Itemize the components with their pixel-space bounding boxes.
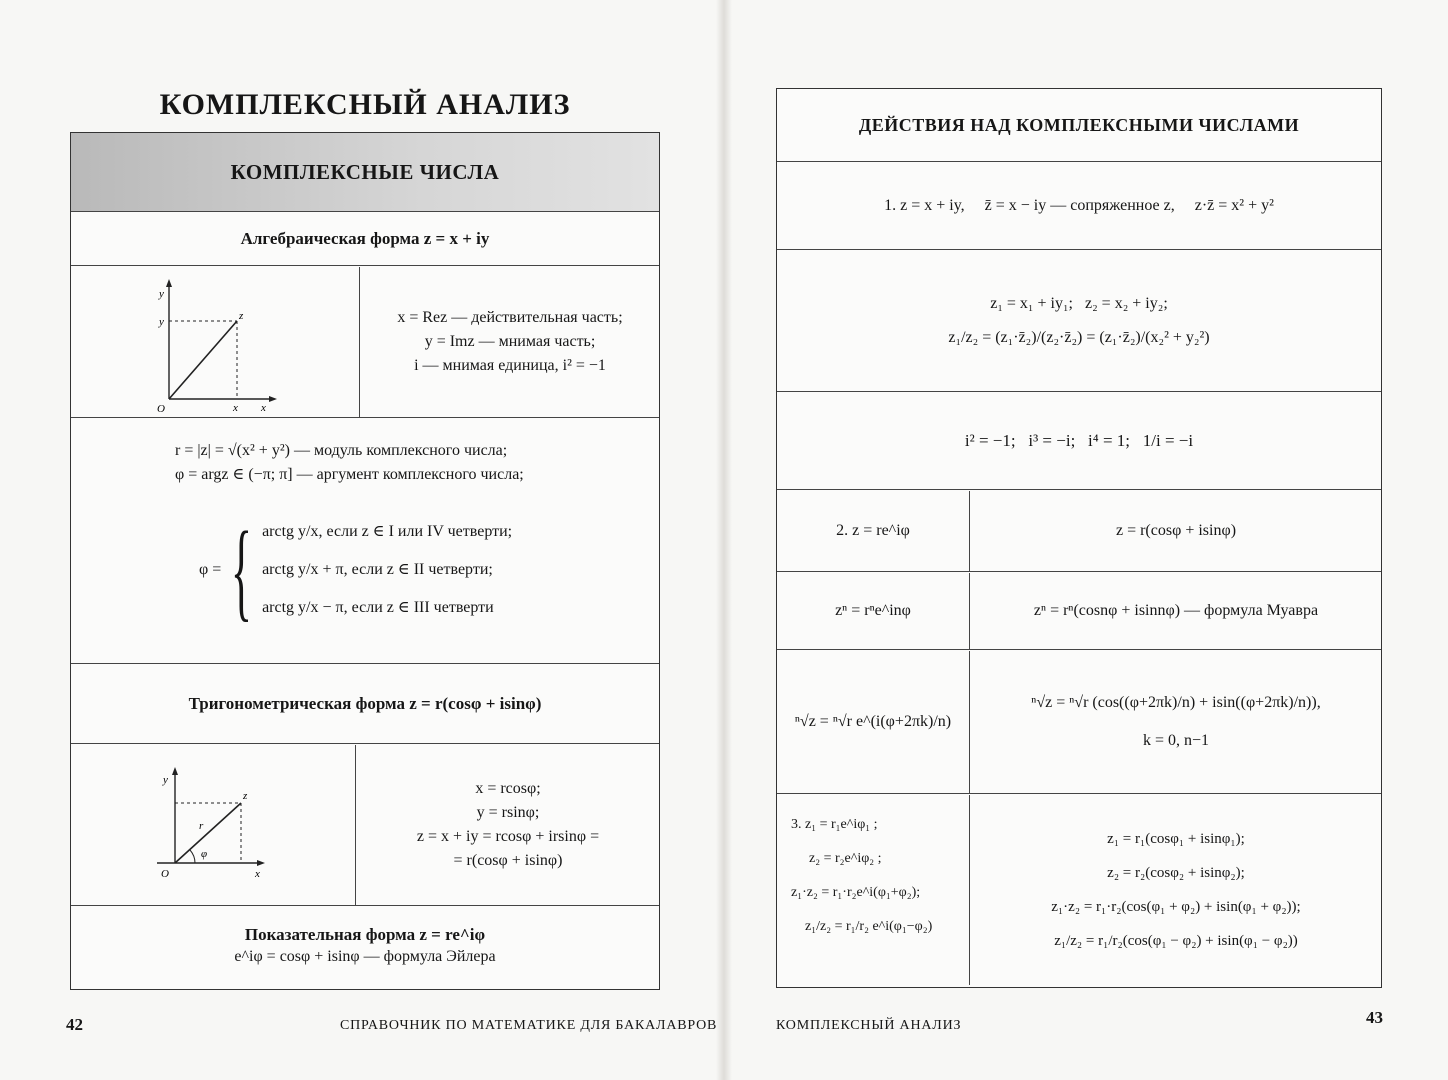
root-formula: ⁿ√z = ⁿ√r (cos((φ+2πk)/n) + isin((φ+2πk)/n)), xyxy=(1031,694,1321,711)
argument-prefix: φ = xyxy=(199,561,222,578)
argument-case-3: arctg y/x − π, если z ∈ III четверти xyxy=(262,599,494,616)
x-arrow xyxy=(269,396,277,402)
y-axis-label: y xyxy=(163,774,168,786)
root-row xyxy=(777,651,1381,794)
quotient-trig: z₁/z₂ = r₁/r₂(cos(φ₁ − φ₂) + isin(φ₁ − φ₂)) xyxy=(1054,933,1298,949)
trig-heading: Тригонометрическая форма z = r(cosφ + isinφ) xyxy=(71,665,659,744)
operations-title: ДЕЙСТВИЯ НАД КОМПЛЕКСНЫМИ ЧИСЛАМИ xyxy=(777,89,1381,162)
conjugate-row: 1. z = x + iy, z̄ = x − iy — сопряженное z, z·z̄ = x² + y² xyxy=(777,163,1381,250)
modulus-row xyxy=(71,419,659,664)
trig-graph xyxy=(71,745,351,905)
product-trig: z₁·z₂ = r₁·r₂(cos(φ₁ + φ₂) + isin(φ₁ + φ₂)); xyxy=(1051,899,1301,915)
exponential-form-row xyxy=(777,491,1381,572)
root-left: ⁿ√z = ⁿ√r e^(i(φ+2πk)/n) xyxy=(794,713,952,730)
modulus-definition: r = |z| = √(x² + y²) — модуль комплексного числа; xyxy=(175,442,508,459)
exp-heading: Показательная форма z = re^iφ xyxy=(244,925,486,944)
origin-label: O xyxy=(157,403,165,415)
footer-right: КОМПЛЕКСНЫЙ АНАЛИЗ xyxy=(776,1018,962,1033)
y-arrow xyxy=(172,767,178,775)
quotient-exp: z₁/z₂ = r₁/r₂ e^i(φ₁−φ₂) xyxy=(805,919,933,934)
moivre-row xyxy=(777,573,1381,650)
product-z2-trig: z₂ = r₂(cosφ₂ + isinφ₂); xyxy=(1107,865,1245,881)
exp-row xyxy=(71,907,659,987)
angle-arc xyxy=(190,850,195,863)
argument-case-2: arctg y/x + π, если z ∈ II четверти; xyxy=(262,561,493,578)
r-label: r xyxy=(199,820,204,832)
page-number-left: 42 xyxy=(66,1015,83,1034)
y-axis-label: y xyxy=(159,288,164,300)
z-point-label: z xyxy=(239,310,244,322)
trig-x: x = rcosφ; xyxy=(475,780,541,797)
algebraic-graph xyxy=(71,267,351,417)
operations-table xyxy=(776,88,1382,988)
left-brace: { xyxy=(231,509,253,631)
product-z1-trig: z₁ = r₁(cosφ₁ + isinφ₁); xyxy=(1107,831,1245,847)
argument-definition: φ = argz ∈ (−π; π] — аргумент комплексного числа; xyxy=(175,466,524,483)
division-formula: z₁/z₂ = (z₁·z̄₂)/(z₂·z̄₂) = (z₁·z̄₂)/(x₂² + y₂²) xyxy=(948,329,1210,346)
algebraic-real-part: x = Rez — действительная часть; xyxy=(397,309,623,326)
division-row xyxy=(777,251,1381,392)
euler-formula: e^iφ = cosφ + isinφ — формула Эйлера xyxy=(234,948,496,965)
trig-z-expansion: z = x + iy = rcosφ + irsinφ = xyxy=(416,828,600,845)
y-tick-label: y xyxy=(159,316,164,328)
phi-label: φ xyxy=(201,848,208,860)
trig-row xyxy=(71,745,659,906)
z-vector xyxy=(169,321,237,399)
x-arrow xyxy=(257,860,265,866)
algebraic-heading: Алгебраическая форма z = x + iy xyxy=(71,213,659,266)
algebraic-imag-part: y = Imz — мнимая часть; xyxy=(424,333,596,350)
powers-of-i-row: i² = −1; i³ = −i; i⁴ = 1; 1/i = −i xyxy=(777,393,1381,490)
page-number-right: 43 xyxy=(1366,1008,1383,1027)
trig-y: y = rsinφ; xyxy=(476,804,540,821)
product-exp: z₁·z₂ = r₁·r₂e^i(φ₁+φ₂); xyxy=(791,885,921,900)
product-row xyxy=(777,795,1381,985)
complex-numbers-table xyxy=(70,132,660,990)
product-z2-exp: z₂ = r₂e^iφ₂ ; xyxy=(809,851,882,866)
exp-form-right: z = r(cosφ + isinφ) xyxy=(1115,522,1237,539)
z-vector xyxy=(175,803,241,863)
algebraic-row xyxy=(71,267,659,418)
trig-z-result: = r(cosφ + isinφ) xyxy=(453,852,563,869)
origin-label: O xyxy=(161,868,169,880)
x-axis-label: x xyxy=(255,868,260,880)
x-tick-label: x xyxy=(233,402,238,414)
exp-form-left: 2. z = re^iφ xyxy=(836,522,910,539)
section-banner: КОМПЛЕКСНЫЕ ЧИСЛА xyxy=(71,133,659,212)
z1-z2-definitions: z₁ = x₁ + iy₁; z₂ = x₂ + iy₂; xyxy=(990,295,1168,312)
root-index-range: k = 0, n−1 xyxy=(1142,732,1210,749)
footer-left: СПРАВОЧНИК ПО МАТЕМАТИКЕ ДЛЯ БАКАЛАВРОВ xyxy=(340,1018,718,1033)
x-axis-label: x xyxy=(261,402,266,414)
power-left: zⁿ = rⁿe^inφ xyxy=(835,602,911,619)
book-gutter xyxy=(716,0,732,1080)
algebraic-imag-unit: i — мнимая единица, i² = −1 xyxy=(414,357,606,374)
argument-cases xyxy=(199,505,512,635)
page-title: КОМПЛЕКСНЫЙ АНАЛИЗ xyxy=(159,88,571,121)
argument-case-1: arctg y/x, если z ∈ I или IV четверти; xyxy=(262,523,513,540)
product-z1-exp: 3. z₁ = r₁e^iφ₁ ; xyxy=(791,817,878,832)
z-point-label: z xyxy=(243,790,248,802)
y-arrow xyxy=(166,279,172,287)
moivre-formula: zⁿ = rⁿ(cosnφ + isinnφ) — формула Муавра xyxy=(1033,602,1319,619)
